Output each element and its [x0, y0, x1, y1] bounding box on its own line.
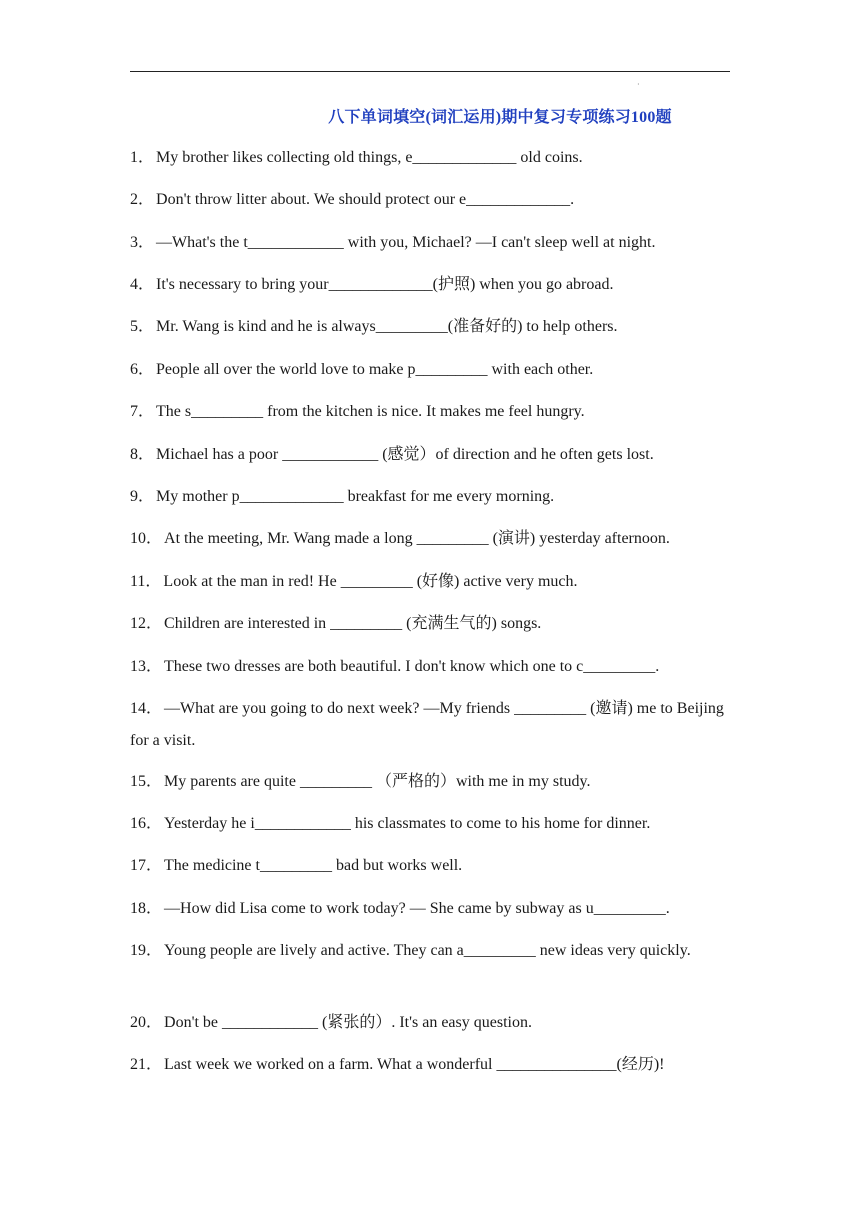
- question-item: 16． Yesterday he i____________ his classmates to come to his home for dinner.: [130, 815, 651, 832]
- question-item: 6． People all over the world love to make p_________ with each other.: [130, 361, 594, 378]
- header-rule: [130, 71, 730, 72]
- question-item: 19． Young people are lively and active. They can a_________ new ideas very quickly.: [130, 942, 691, 959]
- question-item: 4． It's necessary to bring your_____________(护照) when you go abroad.: [130, 276, 614, 293]
- question-item: 17． The medicine t_________ bad but works well.: [130, 857, 463, 874]
- question-item: 10． At the meeting, Mr. Wang made a long _________ (演讲) yesterday afternoon.: [130, 530, 670, 547]
- question-item: 2． Don't throw litter about. We should protect our e_____________.: [130, 191, 575, 208]
- question-item: 18． —How did Lisa come to work today? — She came by subway as u_________.: [130, 900, 670, 917]
- question-item: 14． —What are you going to do next week? —My friends _________ (邀请) me to Beijing for a visit.: [130, 700, 724, 749]
- question-item: 11． Look at the man in red! He _________ (好像) active very much.: [130, 573, 578, 590]
- question-item: 21． Last week we worked on a farm. What a wonderful _______________(经历)!: [130, 1056, 665, 1073]
- header-dot: ·: [637, 80, 640, 89]
- question-item: 13． These two dresses are both beautiful. I don't know which one to c_________.: [130, 658, 660, 675]
- question-item: 9． My mother p_____________ breakfast for me every morning.: [130, 488, 555, 505]
- question-item: 20． Don't be ____________ (紧张的）. It's an easy question.: [130, 1014, 532, 1031]
- question-item: 5． Mr. Wang is kind and he is always_________(准备好的) to help others.: [130, 318, 618, 335]
- question-item: 8． Michael has a poor ____________ (感觉）of direction and he often gets lost.: [130, 446, 654, 463]
- question-item: 12． Children are interested in _________ (充满生气的) songs.: [130, 615, 542, 632]
- question-item: 15． My parents are quite _________ （严格的）with me in my study.: [130, 773, 591, 790]
- question-item: 3． —What's the t____________ with you, Michael? —I can't sleep well at night.: [130, 234, 656, 251]
- question-item: 7． The s_________ from the kitchen is nice. It makes me feel hungry.: [130, 403, 585, 420]
- question-item: 1． My brother likes collecting old things, e_____________ old coins.: [130, 149, 583, 166]
- page-title: 八下单词填空(词汇运用)期中复习专项练习100题: [328, 109, 672, 126]
